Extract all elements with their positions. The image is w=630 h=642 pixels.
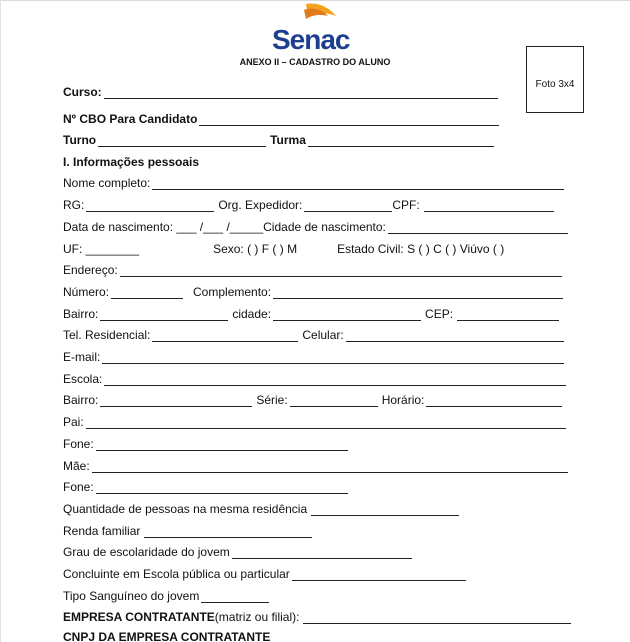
row-bairro (63, 305, 559, 321)
field-cpf[interactable] (424, 200, 554, 212)
row-renda (63, 522, 312, 538)
field-celular[interactable] (346, 330, 564, 342)
label-mae: Mãe: (63, 459, 90, 473)
row-numero (63, 283, 563, 299)
top-border (0, 0, 630, 1)
field-cep[interactable] (457, 309, 559, 321)
field-empresa[interactable] (303, 612, 571, 624)
field-fone-pai[interactable] (96, 439, 348, 451)
label-escola: Escola: (63, 372, 103, 386)
field-pai[interactable] (86, 417, 566, 429)
field-nome[interactable] (152, 178, 564, 190)
field-bairro[interactable] (100, 309, 228, 321)
field-cbo[interactable] (199, 114, 499, 126)
row-cnpj (63, 628, 270, 642)
row-sangue (63, 587, 269, 603)
field-renda[interactable] (144, 526, 312, 538)
label-empresa-rest: (matriz ou filial): (214, 610, 300, 624)
field-mae[interactable] (92, 461, 568, 473)
field-endereco[interactable] (120, 265, 562, 277)
row-rg (63, 196, 554, 212)
field-horario[interactable] (426, 395, 562, 407)
label-horario: Horário: (381, 393, 425, 407)
row-curso (63, 83, 498, 99)
field-numero[interactable] (111, 287, 183, 299)
field-bairro-escola[interactable] (100, 395, 252, 407)
label-empresa: EMPRESA CONTRATANTE (63, 610, 215, 624)
section-title: I. Informações pessoais (63, 155, 200, 169)
label-estado-civil: Estado Civil: S ( ) C ( ) Viúvo ( ) (337, 242, 505, 256)
row-escola (63, 370, 566, 386)
field-complemento[interactable] (273, 287, 563, 299)
row-grau (63, 543, 412, 559)
label-renda: Renda familiar (63, 524, 141, 538)
field-serie[interactable] (290, 395, 378, 407)
label-tel: Tel. Residencial: (63, 328, 151, 342)
left-border (0, 0, 1, 642)
label-numero: Número: (63, 285, 110, 299)
label-cep: CEP: (425, 307, 454, 321)
logo-text: Senac (272, 24, 350, 55)
label-complemento: Complemento: (193, 285, 272, 299)
label-curso: Curso: (63, 85, 102, 99)
label-cpf: CPF: (392, 198, 420, 212)
label-nome: Nome completo: (63, 176, 151, 190)
field-escola[interactable] (104, 374, 566, 386)
row-section (63, 153, 199, 169)
label-sangue: Tipo Sanguíneo do jovem (63, 589, 200, 603)
label-rg: RG: (63, 198, 85, 212)
row-bairro-escola (63, 391, 562, 407)
label-fone-pai: Fone: (63, 437, 94, 451)
row-qtd (63, 500, 459, 516)
label-cidade: cidade: (232, 307, 272, 321)
label-grau: Grau de escolaridade do jovem (63, 545, 230, 559)
label-uf: UF: ________ (63, 242, 140, 256)
field-tel[interactable] (152, 330, 298, 342)
label-email: E-mail: (63, 350, 101, 364)
label-pai: Pai: (63, 415, 84, 429)
row-nasc (63, 218, 568, 234)
label-cbo: Nº CBO Para Candidato (63, 112, 198, 126)
row-mae (63, 457, 568, 473)
field-rg[interactable] (86, 200, 214, 212)
row-nome (63, 174, 564, 190)
row-fone-mae (63, 478, 348, 494)
photo-label: Foto 3x4 (535, 79, 575, 90)
label-bairro: Bairro: (63, 307, 99, 321)
photo-box (526, 46, 584, 113)
label-endereco: Endereço: (63, 263, 118, 277)
label-concluinte: Concluinte em Escola pública ou particular (63, 567, 290, 581)
row-concluinte (63, 565, 466, 581)
field-email[interactable] (102, 352, 564, 364)
row-empresa (63, 608, 571, 624)
label-turno: Turno (63, 133, 97, 147)
label-serie: Série: (256, 393, 288, 407)
field-curso[interactable] (104, 87, 498, 99)
label-celular: Celular: (302, 328, 344, 342)
field-turno[interactable] (98, 135, 266, 147)
label-org: Org. Expedidor: (218, 198, 303, 212)
field-turma[interactable] (308, 135, 494, 147)
field-sangue[interactable] (201, 591, 269, 603)
label-qtd: Quantidade de pessoas na mesma residência (63, 502, 308, 516)
field-cidade-nasc[interactable] (388, 222, 568, 234)
row-uf (63, 240, 504, 256)
annex-title: ANEXO II – CADASTRO DO ALUNO (239, 57, 391, 67)
row-tel (63, 326, 564, 342)
row-fone-pai (63, 435, 348, 451)
row-endereco (63, 261, 562, 277)
field-qtd[interactable] (311, 504, 459, 516)
label-sexo: Sexo: ( ) F ( ) M (213, 242, 298, 256)
label-fone-mae: Fone: (63, 480, 94, 494)
row-email (63, 348, 564, 364)
label-turma: Turma (270, 133, 306, 147)
field-concluinte[interactable] (292, 569, 466, 581)
label-cnpj: CNPJ DA EMPRESA CONTRATANTE (63, 630, 271, 642)
label-bairro-escola: Bairro: (63, 393, 99, 407)
field-grau[interactable] (232, 547, 412, 559)
row-cbo (63, 110, 499, 126)
row-turno (63, 131, 494, 147)
row-pai (63, 413, 566, 429)
label-nasc: Data de nascimento: ___ /___ /_____Cidade de nascimento: (63, 220, 386, 234)
field-org[interactable] (304, 200, 392, 212)
field-cidade[interactable] (273, 309, 421, 321)
field-fone-mae[interactable] (96, 482, 348, 494)
